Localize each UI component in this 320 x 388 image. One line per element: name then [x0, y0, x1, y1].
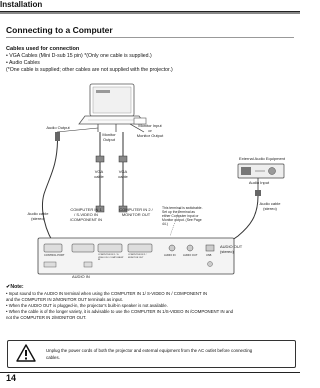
terminal-note-line1: This terminal is switchable.: [162, 206, 203, 210]
note-line: • When the AUDIO OUT is plugged-in, the projector's built-in speaker is not available.: [6, 303, 168, 308]
terminal-note-line2: Set up the terminal as: [162, 210, 195, 214]
connection-diagram: [0, 76, 300, 276]
computer-in2-label-line2: MONITOR OUT: [121, 212, 151, 217]
page-heading: Connecting to a Computer: [6, 25, 113, 35]
vga-cable-label-1-line1: VGA: [94, 169, 104, 174]
terminal-note-line4: Monitor output. (See Page: [162, 218, 202, 222]
note-title: ✔Note:: [6, 284, 24, 290]
footer-rule: [0, 372, 300, 373]
section-title: Installation: [0, 0, 43, 9]
speaker-illustration: [238, 164, 284, 178]
note-line: • When the cable is of the longer variety, it is advisable to use the COMPUTER IN 1/S-VIDEO IN /COMPONENT IN and: [6, 309, 234, 314]
heading-rule: [6, 37, 294, 38]
note-line: • Input sound to the AUDIO IN terminal when using the COMPUTER IN 1/ S-VIDEO IN / COMPONENT IN: [6, 291, 208, 296]
cables-title: Cables used for connection: [6, 46, 80, 52]
laptop-illustration: [79, 84, 146, 124]
audio-cable-right-label-line2: (stereo): [263, 206, 277, 211]
terminal-note-line5: 44.): [162, 222, 168, 226]
panel-usb-label: USB: [206, 254, 212, 257]
vga-cable-label-2-line2: cable: [118, 174, 128, 179]
monitor-output-label-line1: Monitor: [102, 132, 116, 137]
audio-output-label: Audio Output: [46, 125, 70, 130]
audio-cable-label-line2: (stereo): [31, 216, 45, 221]
warning-text-line2: cables.: [46, 355, 60, 360]
computer-in1-label-line2: / S-VIDEO IN: [74, 212, 98, 217]
audio-out-label-line2: (stereo): [220, 249, 234, 254]
panel-audio-in-label: AUDIO IN: [164, 254, 176, 257]
header-bar: [0, 12, 300, 14]
terminal-note-line3: either Computer input or: [162, 214, 199, 218]
monitor-input-label-line2: or: [148, 128, 152, 133]
computer-in1-label-line3: /COMPONENT IN: [69, 217, 103, 222]
monitor-input-label-line3: Monitor Output: [136, 133, 164, 138]
panel-control-port-label: CONTROL PORT: [44, 254, 65, 257]
cables-note: (*One cable is supplied; other cables are not supplied with the projector.): [6, 67, 173, 73]
cable-item: • Audio Cables: [6, 60, 40, 66]
vga-cable-label-2-line1: VGA: [118, 169, 128, 174]
panel-in1-label: COMPUTER IN 1 / S-VIDEO IN / COMPONENT IN: [98, 254, 124, 262]
warning-icon: [16, 344, 36, 362]
audio-input-label: Audio Input: [248, 180, 270, 185]
audio-out-label-line1: AUDIO OUT: [220, 244, 243, 249]
audio-cable-label-line1: Audio cable: [27, 211, 49, 216]
panel-in2-label: COMPUTER IN 2 / MONITOR OUT: [128, 254, 147, 259]
audio-in-label: AUDIO IN: [72, 274, 90, 279]
note-section: [5, 276, 295, 330]
computer-in2-label-line1: COMPUTER IN 2 /: [119, 207, 153, 212]
monitor-input-label-line1: Monitor Input: [138, 123, 162, 128]
page-number: 14: [6, 373, 17, 383]
computer-in1-label-line1: COMPUTER IN 1: [70, 207, 102, 212]
vga-cable-label-1-line2: cable: [94, 174, 104, 179]
page-header: [0, 0, 300, 16]
warning-text-line1: Unplug the power cords of both the projector and external equipment from the AC outlet before connecting: [46, 348, 253, 353]
audio-cable-right-label-line1: Audio cable: [259, 201, 281, 206]
monitor-output-label-line2: Output: [102, 137, 115, 142]
cable-item: • VGA Cables (Mini D-sub 15 pin) *(Only one cable is supplied.): [6, 53, 152, 59]
panel-audio-out-label: AUDIO OUT: [183, 254, 198, 257]
external-audio-label: External Audio Equipment: [238, 156, 286, 161]
note-line: and the COMPUTER IN 2/MONITOR OUT terminals as input.: [6, 297, 123, 302]
note-line: not the COMPUTER IN 2/MONITOR OUT.: [6, 315, 87, 320]
